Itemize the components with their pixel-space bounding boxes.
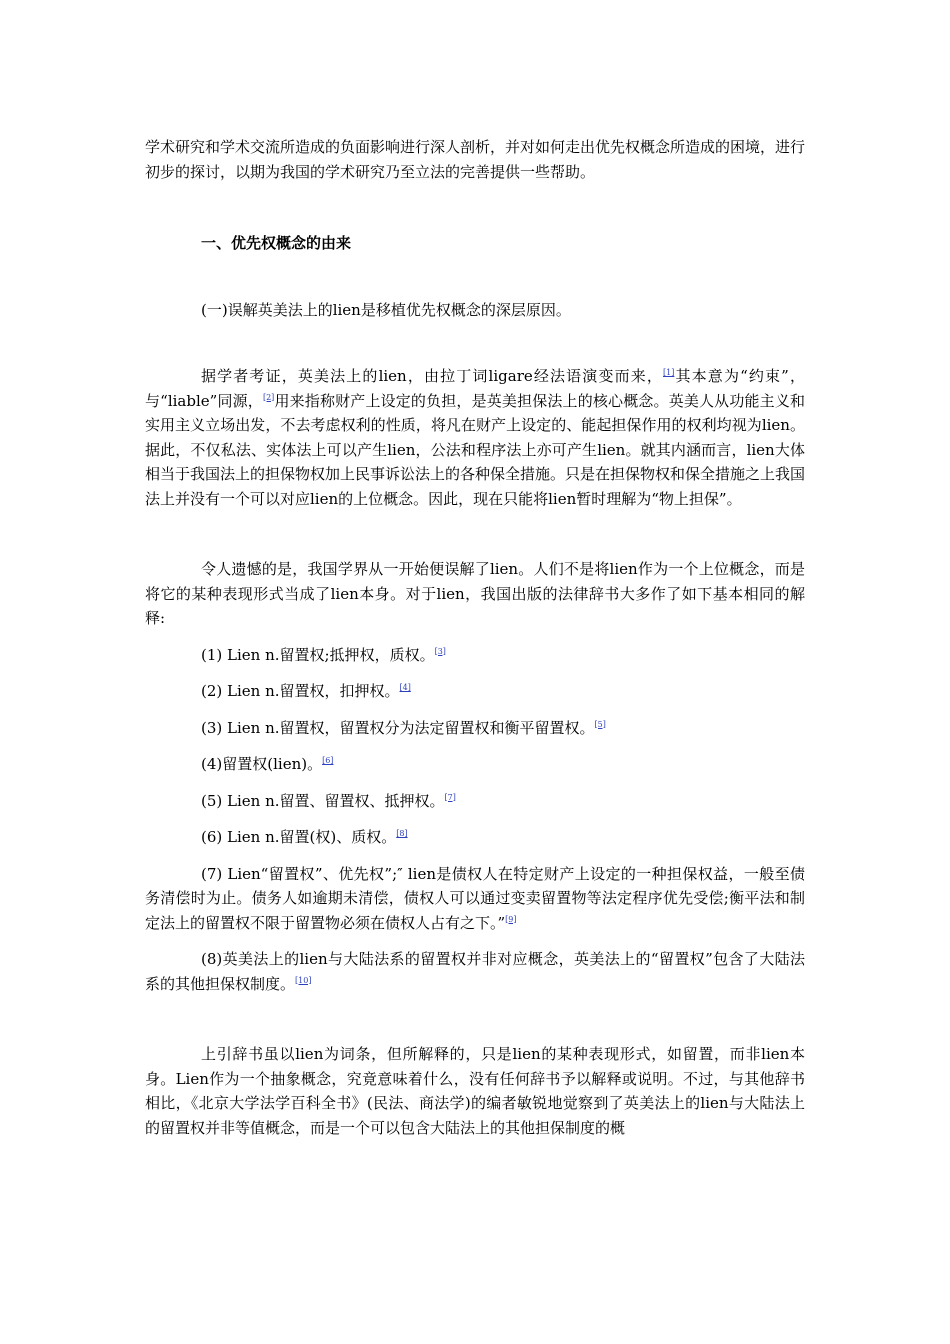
paragraph-misunderstanding: 令人遗憾的是，我国学界从一开始便误解了lien。人们不是将lien作为一个上位概念，而是将它的某种表现形式当成了lien本身。对于lien，我国出版的法律辞书大多作了如下基本相同的解释: [145,560,805,627]
definition-text: (6) Lien n.留置(权)、质权。 [201,828,397,846]
section-heading: 一、优先权概念的由来 [201,234,352,252]
footnote-link[interactable]: [3] [434,646,446,656]
definition-text: (3) Lien n.留置权，留置权分为法定留置权和衡平留置权。 [201,718,595,737]
footnote-link[interactable]: [1] [663,368,675,377]
definition-text: (8)英美法上的lien与大陆法系的留置权并非对应概念，英美法上的“留置权”包含了大陆法系的其他担保权制度。 [145,950,805,993]
definition-item [145,789,805,814]
definition-item [145,862,805,936]
paragraph-dictionary-analysis: 上引辞书虽以lien为词条，但所解释的，只是lien的某种表现形式，如留置，而非lien本身。Lien作为一个抽象概念，究竟意味着什么，没有任何辞书予以解释或说明。不过，与其他辞书相比，《北京大学法学百科全书》(民法、商法学)的编者敏锐地觉察到了英美法上的lien与大陆法上的留置权并非等值概念，而是一个可以包含大陆法上的其他担保制度的概 [145,1045,805,1137]
footnote-link[interactable]: [9] [505,914,517,924]
footnote-link[interactable]: [7] [444,792,456,802]
definition-text: (2) Lien n.留置权，扣押权。 [201,682,400,700]
subsection-heading: (一)误解英美法上的lien是移植优先权概念的深层原因。 [201,300,571,319]
document-page [145,135,805,1140]
definition-item [145,716,805,741]
footnote-link[interactable]: [10] [295,975,312,985]
definition-item [145,679,805,704]
paragraph-text: 用来指称财产上设定的负担，是英美担保法上的核心概念。英美人从功能主义和实用主义立场出发，不去考虑权利的性质，将凡在财产上设定的、能起担保作用的权利均视为lien。据此，不仅私法、实体法上可以产生lien，公法和程序法上亦可产生lien。就其内涵而言，lien大体相当于我国法上的担保物权加上民事诉讼法上的各种保全措施。只是在担保物权和保全措施之上我国法上并没有一个可以对应lien的上位概念。因此，现在只能将lien暂时理解为“物上担保”。 [145,391,806,508]
paragraph-text: 据学者考证，英美法上的lien，由拉丁词ligare经法语演变而来， [201,367,664,385]
paragraph-lien-origin [145,364,805,511]
definition-text: (7) Lien“留置权”、优先权”;″ lien是债权人在特定财产上设定的一种担保权益，一般至债务清偿时为止。债务人如逾期未清偿，债权人可以通过变卖留置物等法定程序优先受偿;衡平法和制定法上的留置权不限于留置物必须在债权人占有之下。” [145,864,805,932]
footnote-link[interactable]: [4] [399,683,411,692]
footnote-link[interactable]: [8] [396,829,408,838]
footnote-link[interactable]: [6] [322,756,334,765]
definition-item [145,947,805,996]
definition-text: (4)留置权(lien)。 [201,755,323,773]
definition-item [145,643,805,668]
footnote-link[interactable]: [5] [594,719,606,729]
definition-item [145,752,805,777]
paragraph-text: 其本意为“约束”，与“liable”同源， [145,367,805,410]
definition-text: (5) Lien n.留置、留置权、抵押权。 [201,791,445,810]
footnote-link[interactable]: [2] [262,392,275,402]
intro-paragraph: 学术研究和学术交流所造成的负面影响进行深人剖析，并对如何走出优先权概念所造成的困境，进行初步的探讨，以期为我国的学术研究乃至立法的完善提供一些帮助。 [145,138,806,181]
definition-item [145,825,805,850]
definition-text: (1) Lien n.留置权;抵押权，质权。 [201,645,435,664]
